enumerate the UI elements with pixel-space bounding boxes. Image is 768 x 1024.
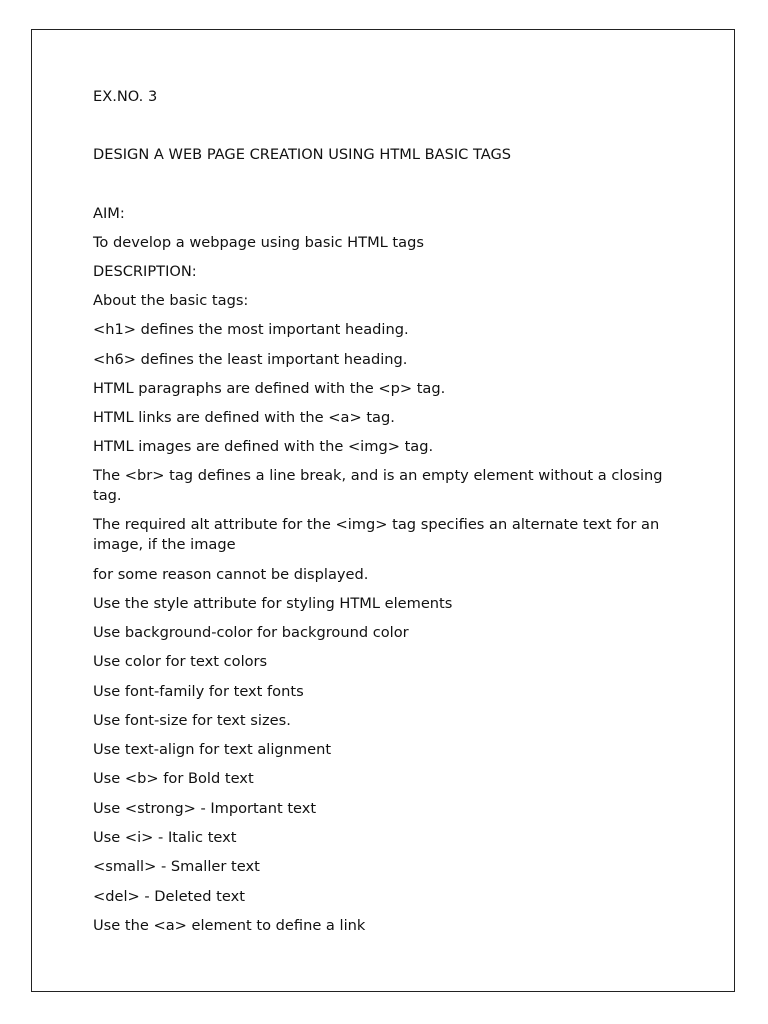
description-line: About the basic tags: — [93, 292, 249, 309]
aim-text: To develop a webpage using basic HTML tags — [93, 234, 424, 251]
description-line: <h1> defines the most important heading. — [93, 321, 409, 338]
description-line: The <br> tag defines a line break, and is an empty element without a closing tag. — [93, 467, 663, 504]
description-line: Use background-color for background color — [93, 624, 409, 641]
description-line: The required alt attribute for the <img> tag specifies an alternate text for an image, if the image — [93, 516, 660, 553]
description-line: HTML paragraphs are defined with the <p> tag. — [93, 380, 446, 397]
description-line: HTML images are defined with the <img> tag. — [93, 438, 434, 455]
description-line: Use font-size for text sizes. — [93, 712, 291, 729]
description-line: Use font-family for text fonts — [93, 683, 304, 700]
description-heading: DESCRIPTION: — [93, 263, 197, 280]
description-line: Use <strong> - Important text — [93, 800, 317, 817]
description-line: Use <b> for Bold text — [93, 770, 254, 787]
description-line: Use color for text colors — [93, 653, 268, 670]
description-line: Use the <a> element to define a link — [93, 917, 366, 934]
description-line: for some reason cannot be displayed. — [93, 566, 369, 583]
exercise-number: EX.NO. 3 — [93, 88, 158, 105]
description-line: <del> - Deleted text — [93, 888, 245, 905]
description-line: <h6> defines the least important heading. — [93, 351, 408, 368]
aim-heading: AIM: — [93, 205, 125, 222]
description-line: Use the style attribute for styling HTML elements — [93, 595, 453, 612]
description-line: HTML links are defined with the <a> tag. — [93, 409, 395, 426]
description-line: <small> - Smaller text — [93, 858, 260, 875]
description-line: Use <i> - Italic text — [93, 829, 237, 846]
document-title: DESIGN A WEB PAGE CREATION USING HTML BASIC TAGS — [93, 146, 512, 163]
description-line: Use text-align for text alignment — [93, 741, 332, 758]
